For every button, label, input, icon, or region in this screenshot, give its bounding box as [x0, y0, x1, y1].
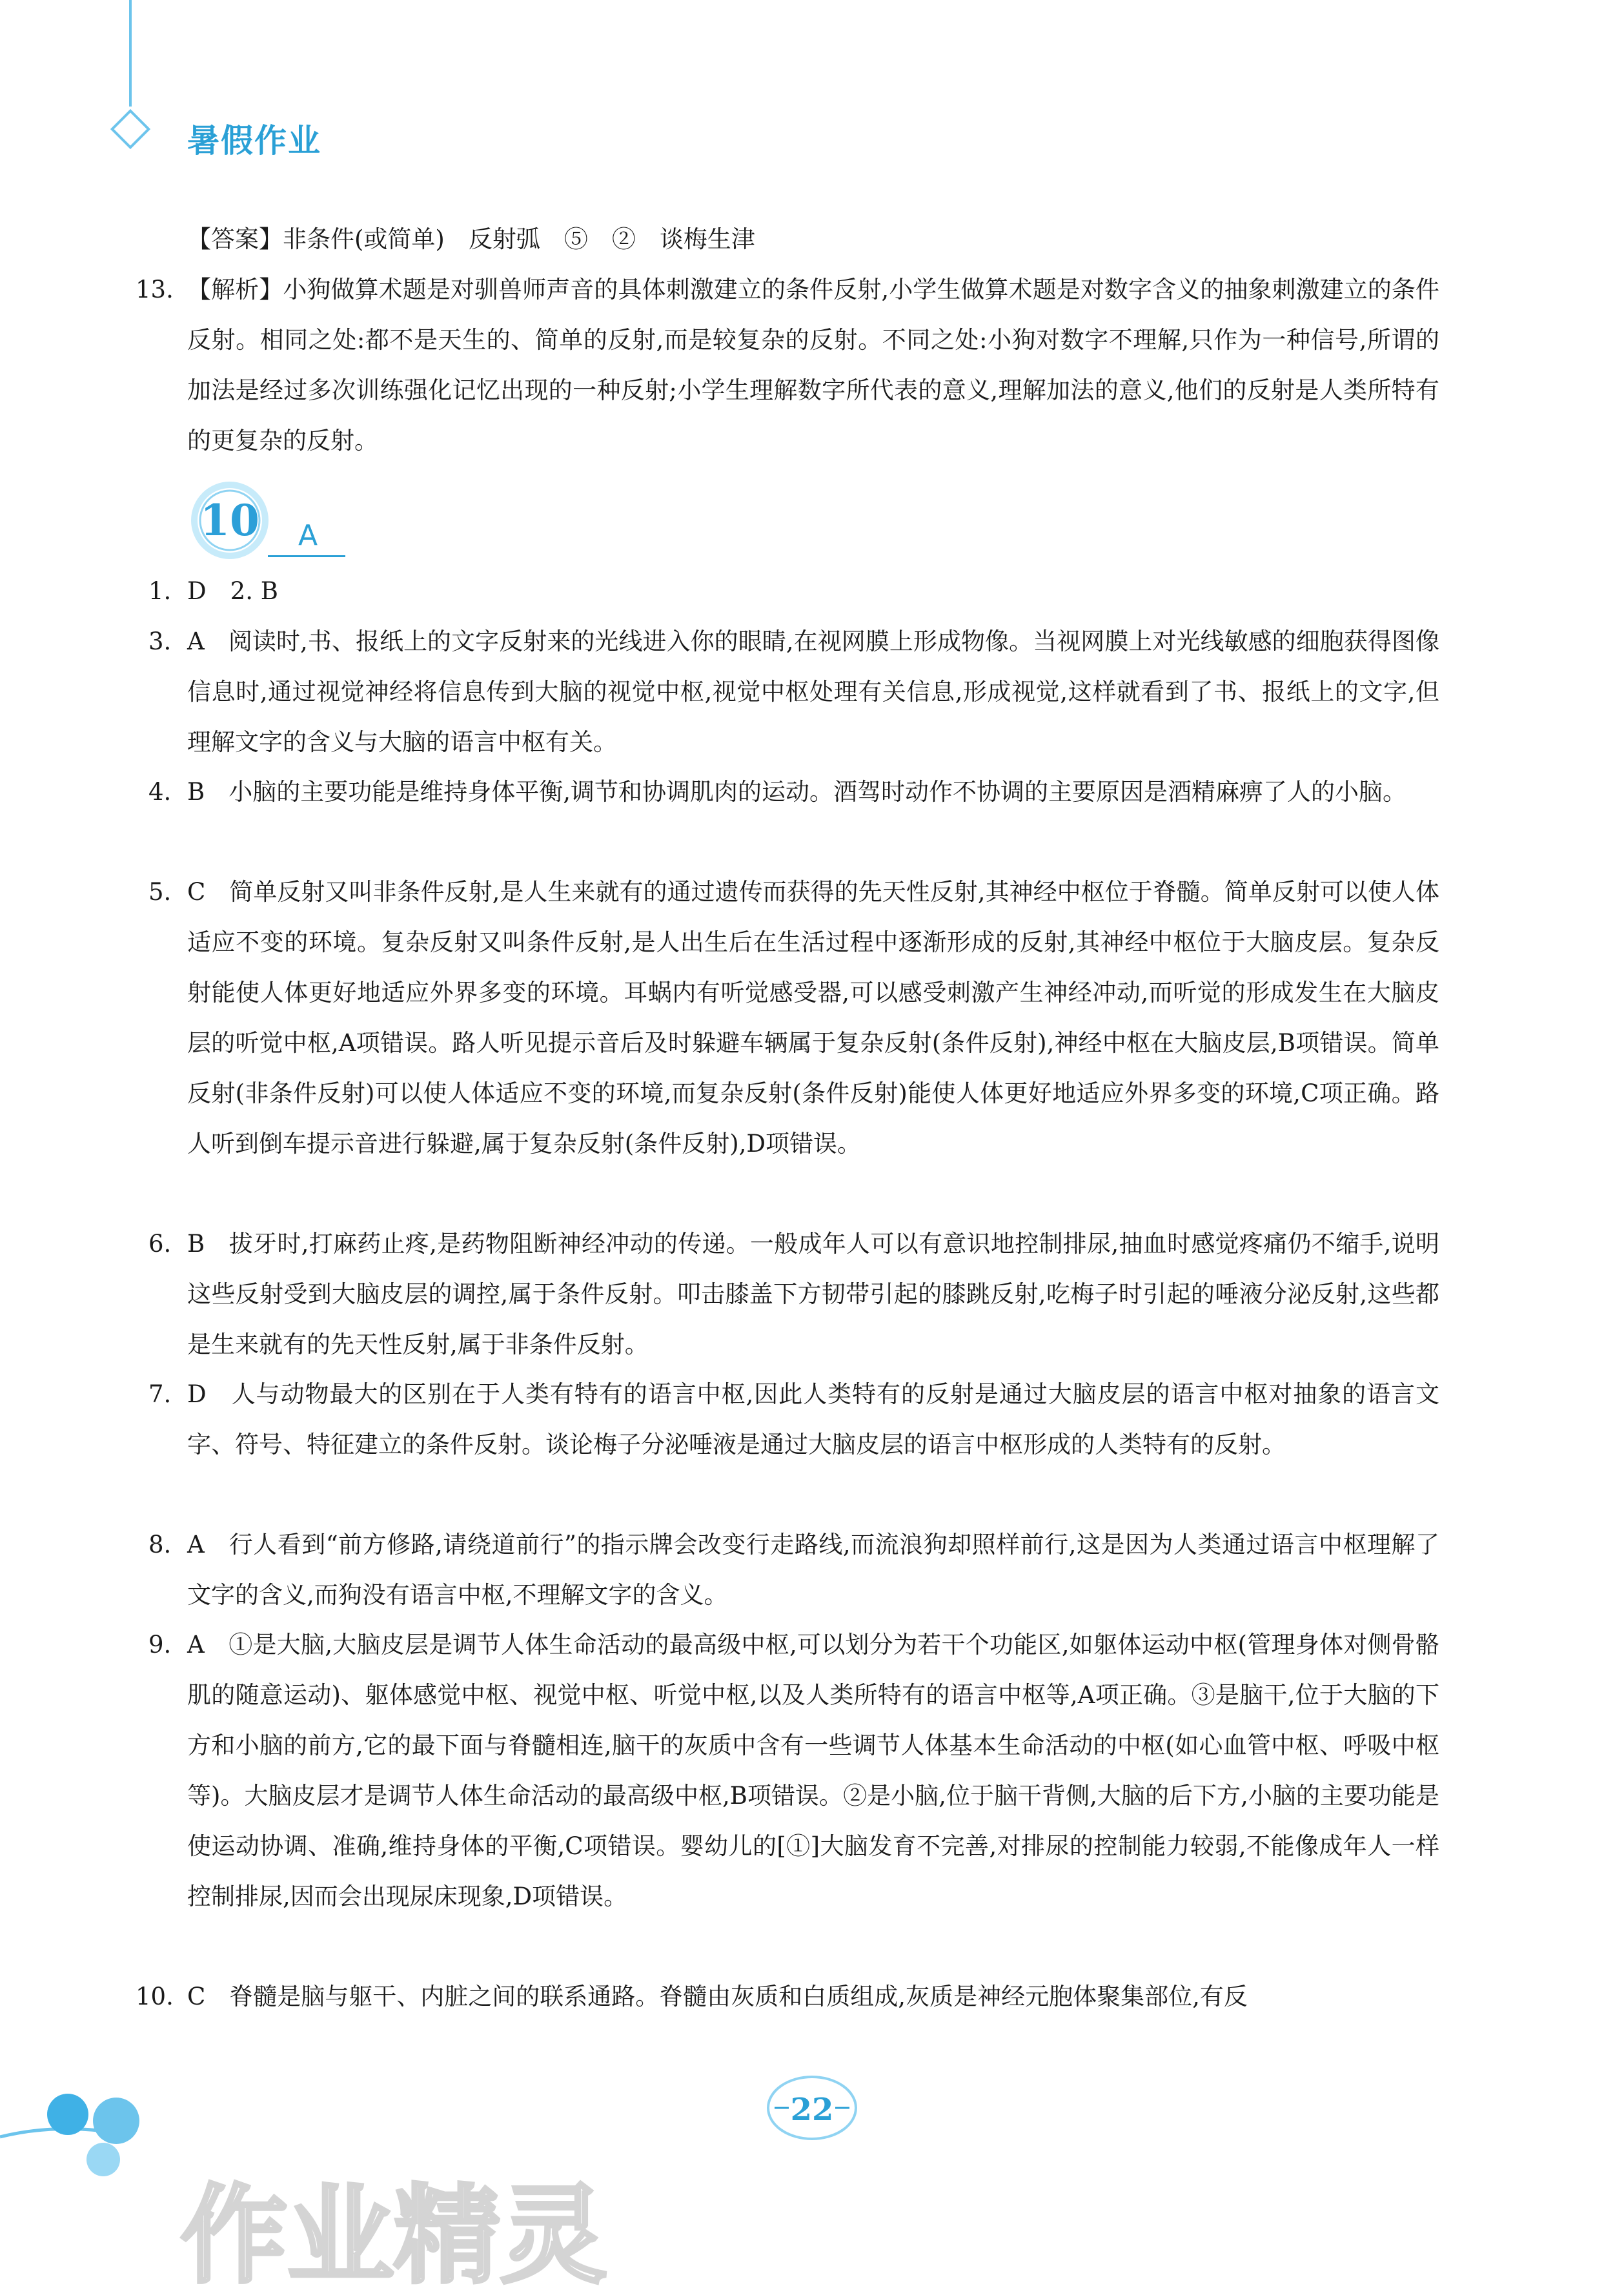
answer-text: D 2. B: [187, 577, 278, 605]
answer-item: [148, 617, 1439, 768]
answer-item: [148, 767, 1439, 817]
answer-text: D 人与动物最大的区别在于人类有特有的语言中枢,因此人类特有的反射是通过大脑皮层的语言中枢对抽象的语言文字、符号、特征建立的条件反射。谈论梅子分泌唾液是通过大脑皮层的语言中枢形成的人类特有的反射。: [187, 1380, 1439, 1458]
answer-text: C 脊髓是脑与躯干、内脏之间的联系通路。脊髓由灰质和白质组成,灰质是神经元胞体聚集部位,有反: [187, 1983, 1248, 2010]
question-number: 3.: [148, 628, 172, 655]
answer-text: A 行人看到“前方修路,请绕道前行”的指示牌会改变行走路线,而流浪狗却照样前行,这是因为人类通过语言中枢理解了文字的含义,而狗没有语言中枢,不理解文字的含义。: [187, 1531, 1439, 1609]
watermark-logo: [174, 2160, 607, 2288]
header-title: 暑假作业: [187, 122, 321, 159]
answer-item: [148, 1520, 1439, 1620]
answer-text: A ①是大脑,大脑皮层是调节人体生命活动的最高级中枢,可以划分为若干个功能区,如躯体运动中枢(管理身体对侧骨骼肌的随意运动)、躯体感觉中枢、视觉中枢、听觉中枢,以及人类所特有的语言中枢等,A项正确。③是脑干,位于大脑的下方和小脑的前方,它的最下面与脊髓相连,脑干的灰质中含有一些调节人体基本生命活动的中枢(如心血管中枢、呼吸中枢等)。大脑皮层才是调节人体生命活动的最高级中枢,B项错误。②是小脑,位于脑干背侧,大脑的后下方,小脑的主要功能是使运动协调、准确,维持身体的平衡,C项错误。婴幼儿的[①]大脑发育不完善,对排尿的控制能力较弱,不能像成年人一样控制排尿,因而会出现尿床现象,D项错误。: [187, 1631, 1439, 1910]
question-number: 13.: [136, 276, 174, 303]
page-number: 22: [790, 2092, 834, 2128]
answer-text: 【答案】非条件(或简单) 反射弧 ⑤ ② 谈梅生津: [187, 225, 755, 253]
header-decoration: [97, 0, 187, 168]
question-number: 8.: [148, 1531, 172, 1558]
answer-item: [148, 566, 1439, 617]
question-number: 9.: [148, 1631, 172, 1659]
answer-text: A 阅读时,书、报纸上的文字反射来的光线进入你的眼睛,在视网膜上形成物像。当视网膜上对光线敏感的细胞获得图像信息时,通过视觉神经将信息传到大脑的视觉中枢,视觉中枢处理有关信息,形成视觉,这样就看到了书、报纸上的文字,但理解文字的含义与大脑的语言中枢有关。: [187, 628, 1439, 756]
answer-item: [187, 214, 1439, 265]
svg-text:作业精灵: 作业精灵: [181, 2174, 607, 2288]
section-letter: A: [298, 519, 318, 552]
answer-text: B 拔牙时,打麻药止疼,是药物阻断神经冲动的传递。一般成年人可以有意识地控制排尿,抽血时感觉疼痛仍不缩手,说明这些反射受到大脑皮层的调控,属于条件反射。叩击膝盖下方韧带引起的膝跳反射,吃梅子时引起的唾液分泌反射,这些都是生来就有的先天性反射,属于非条件反射。: [187, 1230, 1439, 1358]
answer-text: 【解析】小狗做算术题是对驯兽师声音的具体刺激建立的条件反射,小学生做算术题是对数字含义的抽象刺激建立的条件反射。相同之处:都不是天生的、简单的反射,而是较复杂的反射。不同之处:小狗对数字不理解,只作为一种信号,所谓的加法是经过多次训练强化记忆出现的一种反射;小学生理解数字所代表的意义,理解加法的意义,他们的反射是人类所特有的更复杂的反射。: [187, 276, 1439, 455]
question-number: 10.: [136, 1983, 174, 2010]
question-number: 6.: [148, 1230, 172, 1258]
answer-item: [148, 1620, 1439, 1922]
answer-item: [136, 1972, 1439, 2022]
answer-text: B 小脑的主要功能是维持身体平衡,调节和协调肌肉的运动。酒驾时动作不协调的主要原因是酒精麻痹了人的小脑。: [187, 778, 1406, 806]
section-badge: [188, 479, 271, 562]
section-underline: [268, 555, 345, 557]
corner-decoration: [0, 2085, 155, 2182]
question-number: 7.: [148, 1380, 172, 1408]
question-number: 5.: [148, 878, 172, 906]
answer-item: [136, 265, 1439, 466]
answer-item: [148, 1369, 1439, 1470]
answer-text: C 简单反射又叫非条件反射,是人生来就有的通过遗传而获得的先天性反射,其神经中枢位于脊髓。简单反射可以使人体适应不变的环境。复杂反射又叫条件反射,是人出生后在生活过程中逐渐形成的反射,其神经中枢位于大脑皮层。复杂反射能使人体更好地适应外界多变的环境。耳蜗内有听觉感受器,可以感受刺激产生神经冲动,而听觉的形成发生在大脑皮层的听觉中枢,A项错误。路人听见提示音后及时躲避车辆属于复杂反射(条件反射),神经中枢在大脑皮层,B项错误。简单反射(非条件反射)可以使人体适应不变的环境,而复杂反射(条件反射)能使人体更好地适应外界多变的环境,C项正确。路人听到倒车提示音进行躲避,属于复杂反射(条件反射),D项错误。: [187, 878, 1439, 1158]
question-number: 4.: [148, 778, 172, 806]
section-number: 10: [200, 495, 259, 546]
question-number: 1.: [148, 577, 172, 605]
answer-item: [148, 1219, 1439, 1370]
answer-item: [148, 867, 1439, 1169]
